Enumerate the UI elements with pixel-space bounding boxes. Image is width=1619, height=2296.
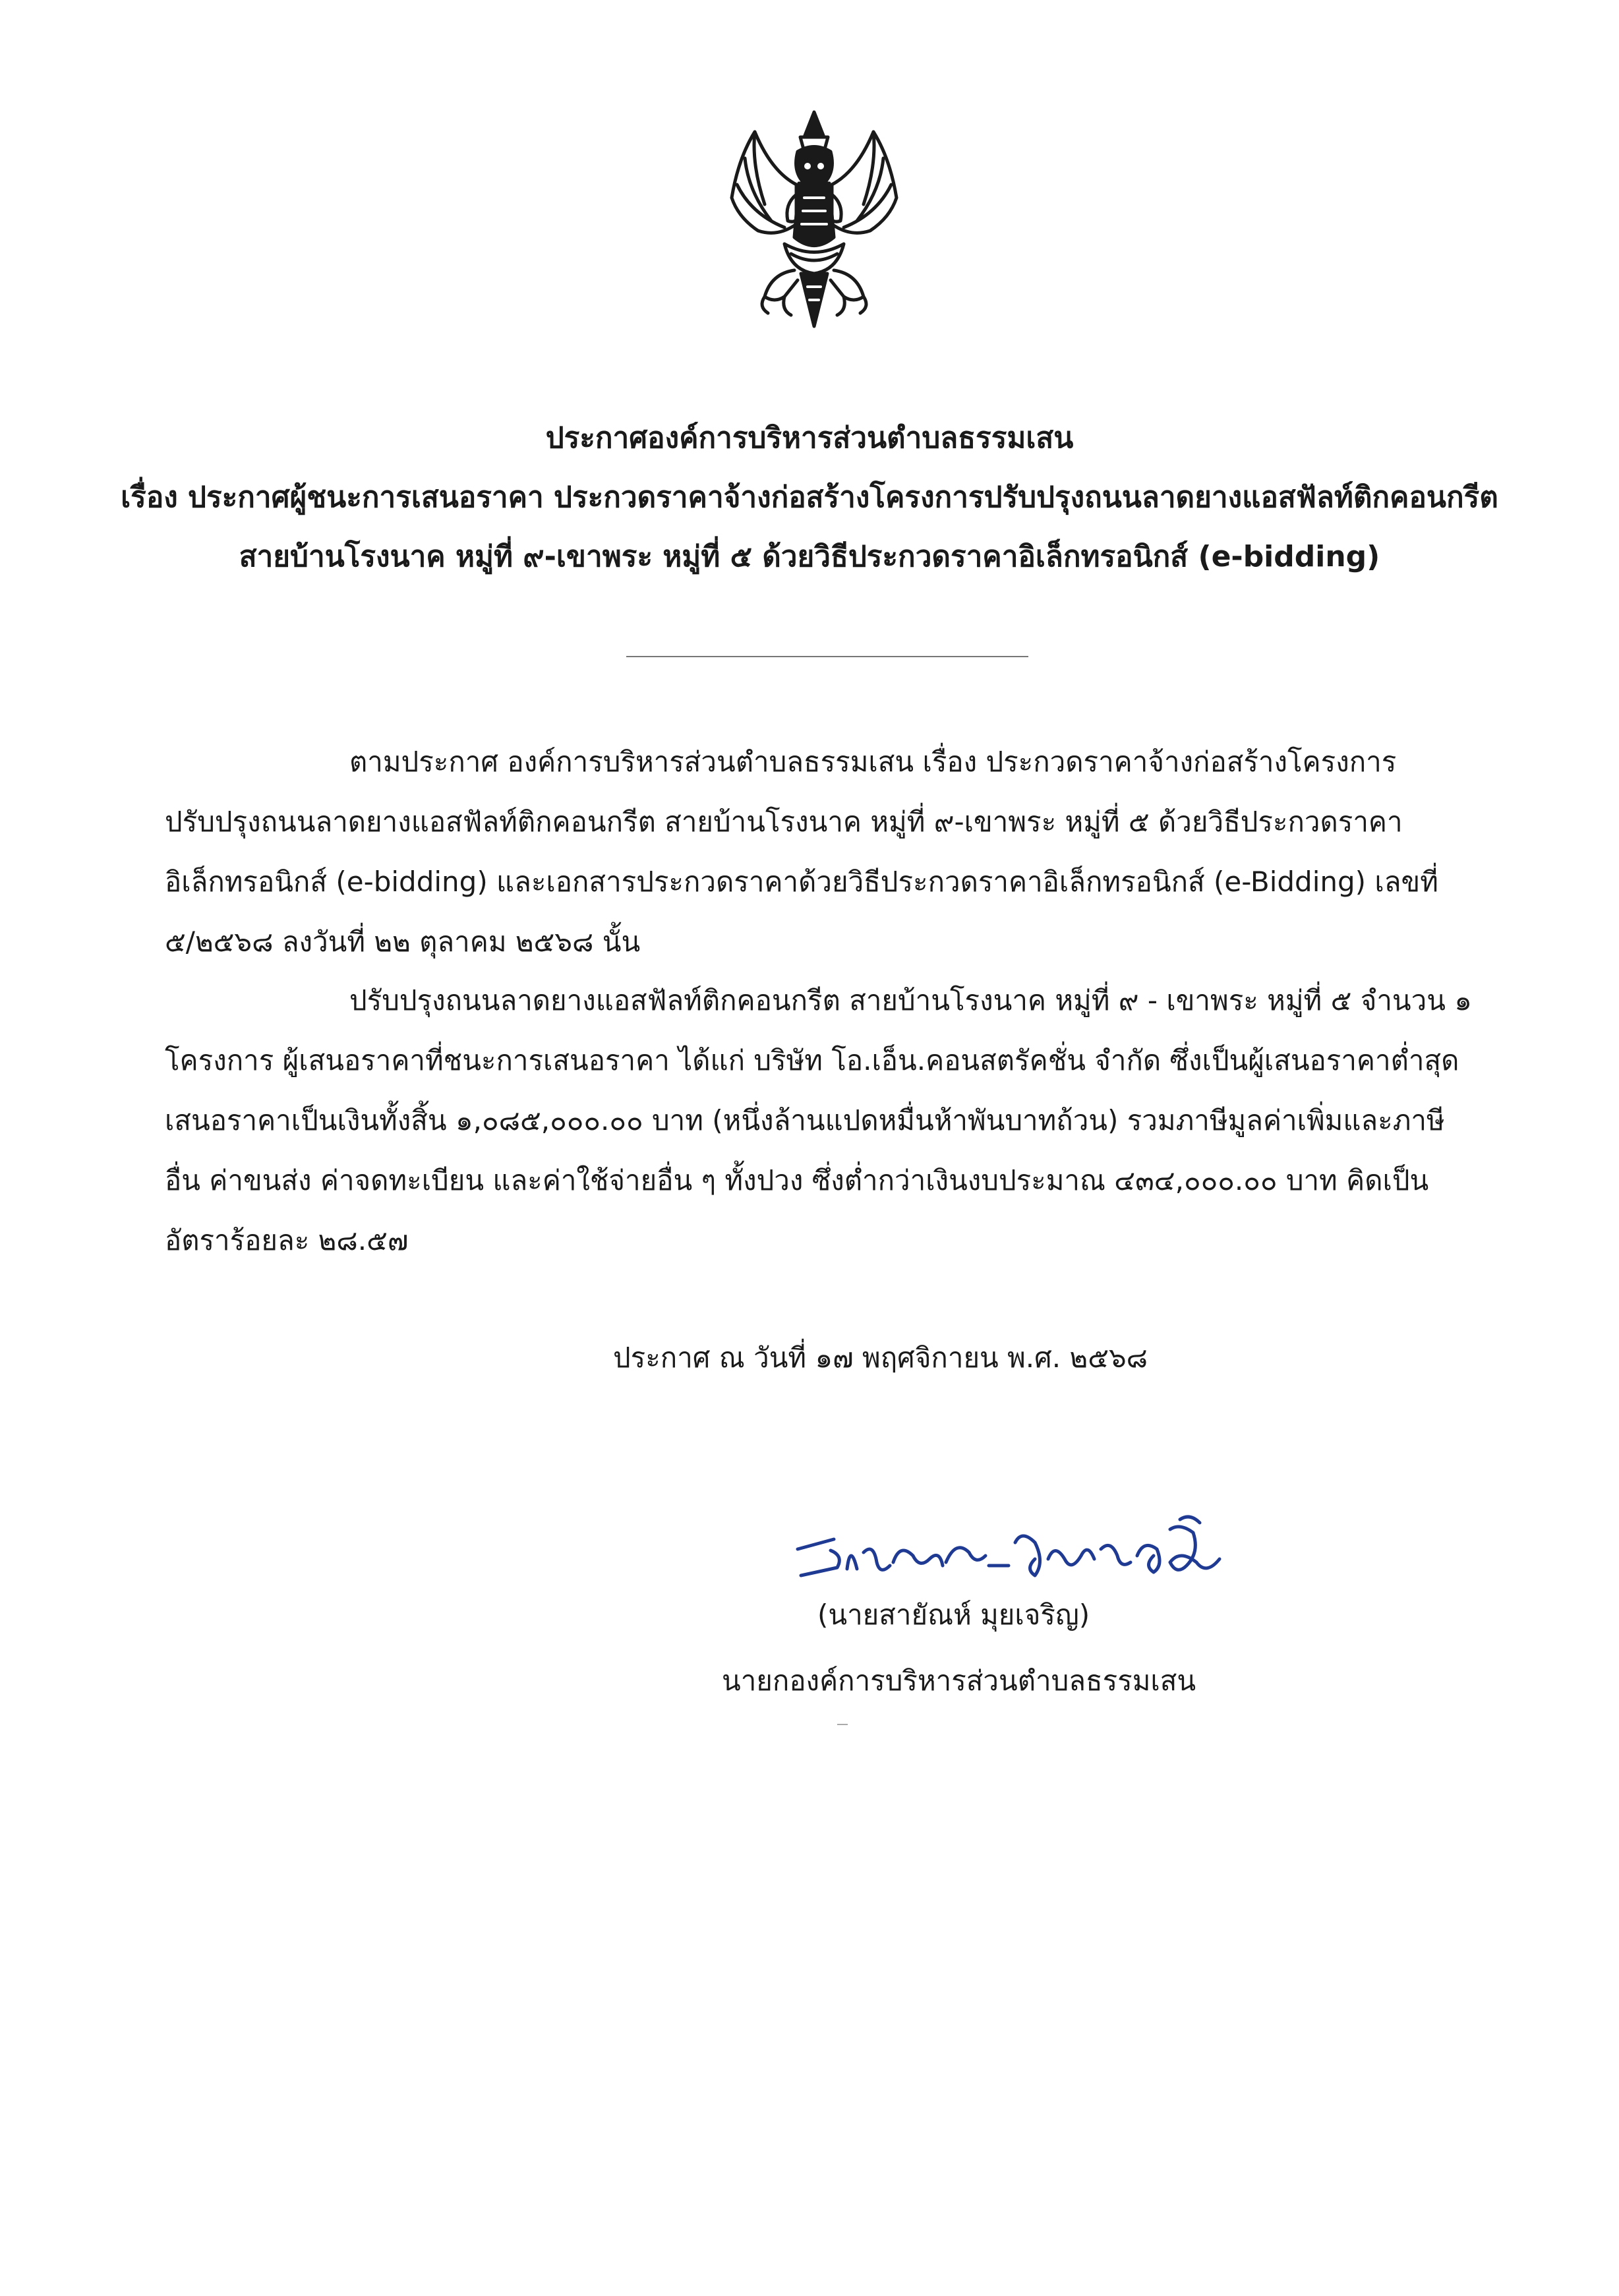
announcement-subject-cont: สายบ้านโรงนาค หมู่ที่ ๙-เขาพระ หมู่ที่ ๕ ด้วยวิธีประกวดราคาอิเล็กทรอนิกส์ (e-bidding) xyxy=(239,540,1380,574)
announcement-title: ประกาศองค์การบริหารส่วนตำบลธรรมเสน xyxy=(545,421,1074,455)
paragraph-1-text: ตามประกาศ องค์การบริหารส่วนตำบลธรรมเสน เรื่อง ประกวดราคาจ้างก่อสร้างโครงการปรับปรุงถนนลาดยางแอสฟัลท์ติกคอนกรีต สายบ้านโรงนาค หมู่ที่ ๙-เขาพระ หมู่ที่ ๕ ด้วยวิธีประกวดราคาอิเล็กทรอนิกส์ (e-bidding) และเอกสารประกวดราคาด้วยวิธีประกวดราคาอิเล็กทรอนิกส์ (e-Bidding) เลขที่ ๕/๒๕๖๘ ลงวันที่ ๒๒ ตุลาคม ๒๕๖๘ นั้น xyxy=(165,746,1438,958)
body-paragraph-1 xyxy=(165,732,1477,972)
date-line: ประกาศ ณ วันที่ ๑๗ พฤศจิกายน พ.ศ. ๒๕๖๘ xyxy=(613,1341,1148,1374)
paragraph-2-text: ปรับปรุงถนนลาดยางแอสฟัลท์ติกคอนกรีต สายบ้านโรงนาค หมู่ที่ ๙ - เขาพระ หมู่ที่ ๕ จำนวน ๑ โครงการ ผู้เสนอราคาที่ชนะการเสนอราคา ได้แก่ บริษัท โอ.เอ็น.คอนสตรัคชั่น จำกัด ซึ่งเป็นผู้เสนอราคาต่ำสุด เสนอราคาเป็นเงินทั้งสิ้น ๑,๐๘๕,๐๐๐.๐๐ บาท (หนึ่งล้านแปดหมื่นห้าพันบาทถ้วน) รวมภาษีมูลค่าเพิ่มและภาษีอื่น ค่าขนส่ง ค่าจดทะเบียน และค่าใช้จ่ายอื่น ๆ ทั้งปวง ซึ่งต่ำกว่าเงินงบประมาณ ๔๓๔,๐๐๐.๐๐ บาท คิดเป็นอัตราร้อยละ ๒๘.๕๗ xyxy=(165,984,1472,1256)
signer-name: (นายสายัณห์ มุยเจริญ) xyxy=(817,1599,1090,1631)
body-paragraph-2 xyxy=(165,970,1477,1270)
header-divider xyxy=(626,656,1028,657)
stray-mark xyxy=(837,1724,848,1725)
signer-title: นายกองค์การบริหารส่วนตำบลธรรมเสน xyxy=(722,1664,1196,1697)
announcement-subject: เรื่อง ประกาศผู้ชนะการเสนอราคา ประกวดราคาจ้างก่อสร้างโครงการปรับปรุงถนนลาดยางแอสฟัลท์ติกคอนกรีต xyxy=(121,481,1498,514)
handwritten-signature xyxy=(784,1503,1233,1595)
garuda-emblem-icon xyxy=(719,105,910,330)
